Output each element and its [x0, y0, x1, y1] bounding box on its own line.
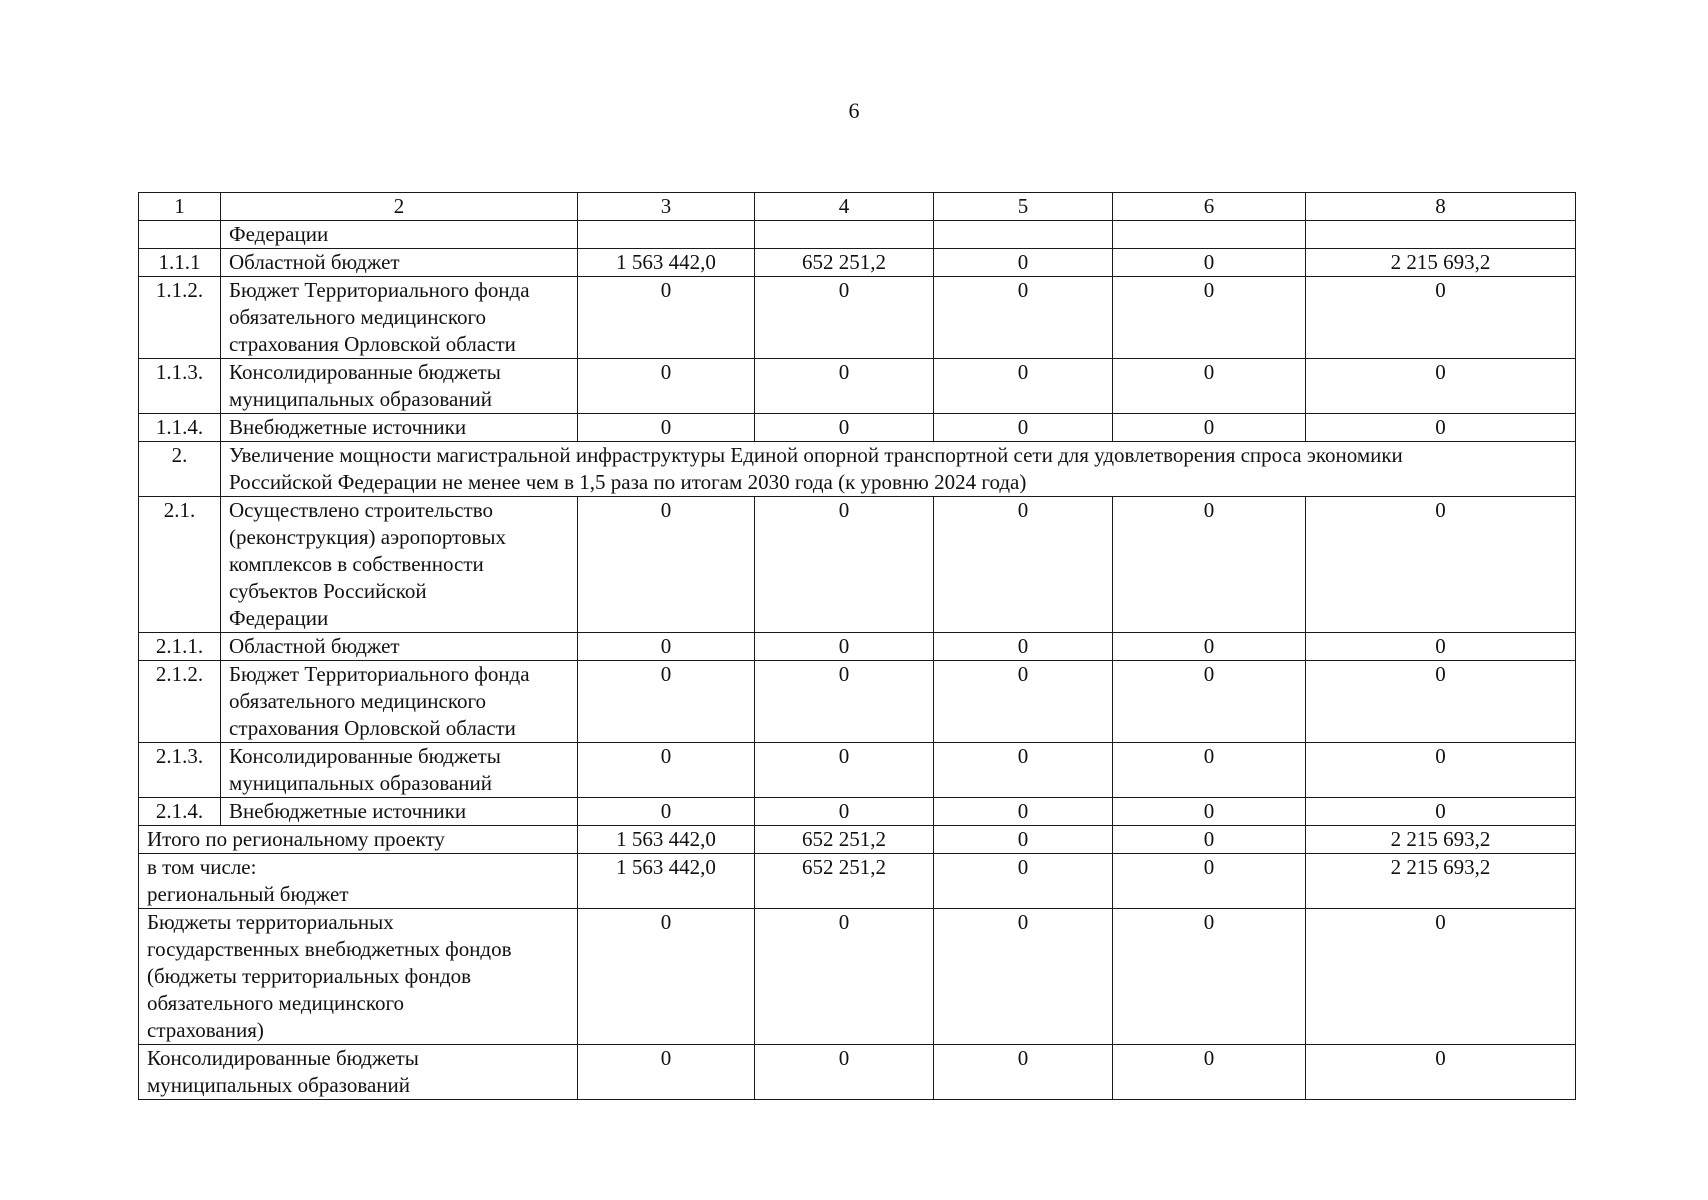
row-name-line: Внебюджетные источники	[229, 799, 467, 823]
value-cell: 0	[1113, 359, 1306, 414]
value-cell: 0	[755, 633, 934, 661]
summary-value-cell: 2 215 693,2	[1306, 854, 1576, 909]
value-cell: 0	[934, 661, 1113, 743]
summary-row	[139, 1045, 1576, 1100]
value-cell: 2 215 693,2	[1306, 249, 1576, 277]
summary-row	[139, 854, 1576, 909]
row-name	[221, 798, 578, 826]
summary-value-cell: 0	[1306, 909, 1576, 1045]
value-cell: 0	[755, 798, 934, 826]
row-number: 2.1.3.	[139, 743, 221, 798]
table-row	[139, 661, 1576, 743]
value-cell: 0	[1306, 497, 1576, 633]
summary-label-line: региональный бюджет	[147, 882, 349, 906]
value-cell	[755, 221, 934, 249]
row-name-line: страхования Орловской области	[229, 716, 516, 740]
summary-label	[139, 826, 578, 854]
summary-label-line: страхования)	[147, 1018, 264, 1042]
column-number: 5	[934, 193, 1113, 221]
row-name-line: Консолидированные бюджеты	[229, 744, 501, 768]
table-row	[139, 442, 1576, 497]
value-cell: 0	[578, 414, 755, 442]
row-number: 2.1.2.	[139, 661, 221, 743]
summary-value-cell: 0	[1113, 854, 1306, 909]
summary-label-line: в том числе:	[147, 855, 257, 879]
row-name-line: Консолидированные бюджеты	[229, 360, 501, 384]
value-cell: 0	[755, 661, 934, 743]
value-cell: 0	[578, 359, 755, 414]
section-title	[221, 442, 1576, 497]
row-name-line: Внебюджетные источники	[229, 415, 467, 439]
table-row	[139, 221, 1576, 249]
row-name	[221, 277, 578, 359]
summary-label-line: муниципальных образований	[147, 1073, 410, 1097]
column-number: 1	[139, 193, 221, 221]
table-row	[139, 743, 1576, 798]
summary-value-cell: 0	[755, 909, 934, 1045]
row-name-line: Областной бюджет	[229, 250, 400, 274]
summary-value-cell: 0	[578, 909, 755, 1045]
value-cell	[578, 221, 755, 249]
value-cell: 0	[934, 414, 1113, 442]
summary-value-cell: 1 563 442,0	[578, 854, 755, 909]
table-row	[139, 633, 1576, 661]
value-cell: 0	[934, 249, 1113, 277]
row-name-line: Бюджет Территориального фонда	[229, 278, 530, 302]
value-cell	[934, 221, 1113, 249]
budget-table	[138, 192, 1576, 1100]
section-title-line: Увеличение мощности магистральной инфраструктуры Единой опорной транспортной сети для удовлетворения спроса экономики	[229, 443, 1403, 467]
row-name	[221, 743, 578, 798]
row-name-line: Федерации	[229, 606, 329, 630]
value-cell: 0	[934, 798, 1113, 826]
row-name-line: Областной бюджет	[229, 634, 400, 658]
row-name-line: Осуществлено строительство	[229, 498, 493, 522]
row-name-line: обязательного медицинского	[229, 689, 487, 713]
column-number: 2	[221, 193, 578, 221]
row-name-line: (реконструкция) аэропортовых	[229, 525, 506, 549]
summary-row	[139, 909, 1576, 1045]
table-row	[139, 249, 1576, 277]
value-cell: 0	[1113, 743, 1306, 798]
summary-label-line: Итого по региональному проекту	[147, 827, 445, 851]
column-number: 4	[755, 193, 934, 221]
value-cell: 0	[934, 359, 1113, 414]
row-number	[139, 221, 221, 249]
summary-value-cell: 0	[934, 909, 1113, 1045]
row-name-line: страхования Орловской области	[229, 332, 516, 356]
summary-value-cell: 0	[934, 826, 1113, 854]
summary-value-cell: 2 215 693,2	[1306, 826, 1576, 854]
summary-label-line: Бюджеты территориальных	[147, 910, 394, 934]
summary-label-line: Консолидированные бюджеты	[147, 1046, 419, 1070]
value-cell: 0	[1306, 743, 1576, 798]
value-cell: 0	[1306, 359, 1576, 414]
value-cell: 0	[755, 414, 934, 442]
summary-row	[139, 826, 1576, 854]
row-name-line: Федерации	[229, 222, 329, 246]
value-cell	[1306, 221, 1576, 249]
header-row	[139, 193, 1576, 221]
table-row	[139, 277, 1576, 359]
row-name-line: комплексов в собственности	[229, 552, 484, 576]
value-cell: 0	[1306, 277, 1576, 359]
table-row	[139, 798, 1576, 826]
row-number: 1.1.3.	[139, 359, 221, 414]
summary-value-cell: 0	[1113, 1045, 1306, 1100]
value-cell: 0	[578, 743, 755, 798]
row-name	[221, 661, 578, 743]
summary-label-line: обязательного медицинского	[147, 991, 405, 1015]
summary-value-cell: 0	[1113, 909, 1306, 1045]
value-cell: 0	[1113, 661, 1306, 743]
table-row	[139, 359, 1576, 414]
row-name-line: обязательного медицинского	[229, 305, 487, 329]
summary-value-cell: 0	[1306, 1045, 1576, 1100]
value-cell: 0	[578, 661, 755, 743]
value-cell: 0	[934, 277, 1113, 359]
row-number: 2.	[139, 442, 221, 497]
row-name	[221, 497, 578, 633]
summary-value-cell: 0	[934, 1045, 1113, 1100]
value-cell: 0	[934, 743, 1113, 798]
summary-label	[139, 909, 578, 1045]
value-cell: 1 563 442,0	[578, 249, 755, 277]
value-cell: 0	[755, 497, 934, 633]
summary-value-cell: 0	[1113, 826, 1306, 854]
value-cell: 0	[934, 497, 1113, 633]
row-number: 2.1.	[139, 497, 221, 633]
row-number: 2.1.1.	[139, 633, 221, 661]
row-name	[221, 221, 578, 249]
value-cell: 0	[578, 277, 755, 359]
row-name-line: Бюджет Территориального фонда	[229, 662, 530, 686]
value-cell: 0	[1113, 277, 1306, 359]
value-cell: 0	[755, 743, 934, 798]
summary-value-cell: 0	[755, 1045, 934, 1100]
row-number: 1.1.1	[139, 249, 221, 277]
row-name	[221, 359, 578, 414]
value-cell: 0	[578, 798, 755, 826]
value-cell: 0	[1306, 661, 1576, 743]
row-name-line: муниципальных образований	[229, 387, 492, 411]
row-name	[221, 414, 578, 442]
summary-label-line: государственных внебюджетных фондов	[147, 937, 512, 961]
value-cell: 0	[1113, 633, 1306, 661]
value-cell: 0	[1113, 249, 1306, 277]
value-cell	[1113, 221, 1306, 249]
summary-value-cell: 0	[578, 1045, 755, 1100]
value-cell: 0	[934, 633, 1113, 661]
summary-value-cell: 1 563 442,0	[578, 826, 755, 854]
value-cell: 0	[1113, 798, 1306, 826]
row-name-line: субъектов Российской	[229, 579, 427, 603]
value-cell: 0	[578, 633, 755, 661]
column-number: 6	[1113, 193, 1306, 221]
page-number: 6	[848, 98, 860, 123]
section-title-line: Российской Федерации не менее чем в 1,5 раза по итогам 2030 года (к уровню 2024 года)	[229, 470, 1027, 494]
table-row	[139, 414, 1576, 442]
summary-value-cell: 652 251,2	[755, 854, 934, 909]
summary-label	[139, 1045, 578, 1100]
column-number: 3	[578, 193, 755, 221]
row-number: 1.1.2.	[139, 277, 221, 359]
column-number: 8	[1306, 193, 1576, 221]
value-cell: 0	[1306, 633, 1576, 661]
row-number: 1.1.4.	[139, 414, 221, 442]
value-cell: 652 251,2	[755, 249, 934, 277]
value-cell: 0	[1113, 497, 1306, 633]
summary-label	[139, 854, 578, 909]
value-cell: 0	[1306, 414, 1576, 442]
summary-label-line: (бюджеты территориальных фондов	[147, 964, 472, 988]
table-row	[139, 497, 1576, 633]
value-cell: 0	[1306, 798, 1576, 826]
value-cell: 0	[755, 359, 934, 414]
row-number: 2.1.4.	[139, 798, 221, 826]
summary-value-cell: 652 251,2	[755, 826, 934, 854]
row-name	[221, 633, 578, 661]
row-name-line: муниципальных образований	[229, 771, 492, 795]
value-cell: 0	[578, 497, 755, 633]
row-name	[221, 249, 578, 277]
value-cell: 0	[755, 277, 934, 359]
value-cell: 0	[1113, 414, 1306, 442]
summary-value-cell: 0	[934, 854, 1113, 909]
